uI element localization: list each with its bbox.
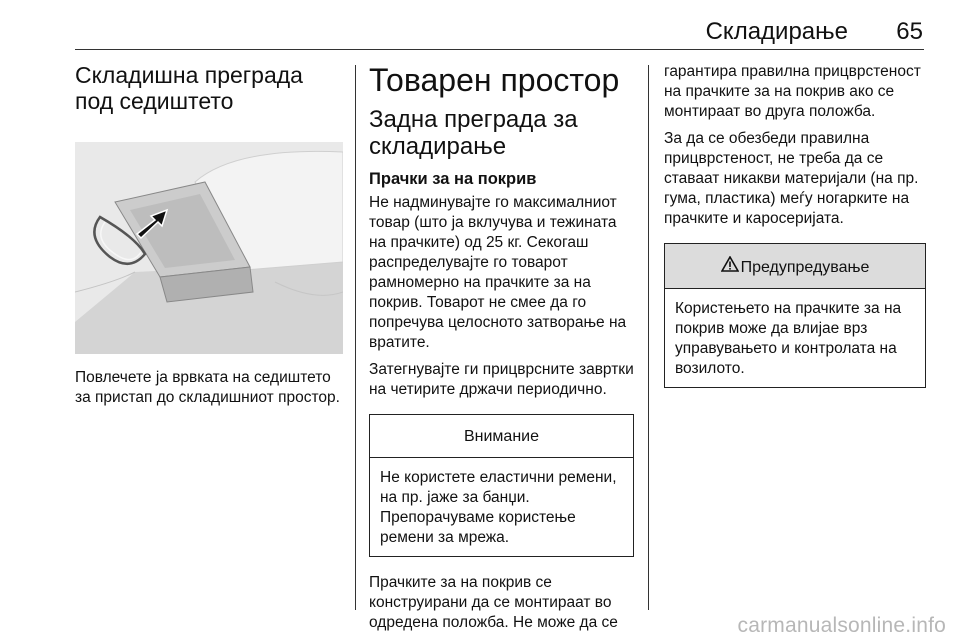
paragraph-secure-fit: За да се обезбеди правилна прицврстеност, не треба да се ставаат никакви материјали (на пр. гума, пластика) меѓу ногарките на прачките и каросеријата. bbox=[664, 130, 919, 227]
warning-box bbox=[664, 243, 926, 388]
watermark: carmanualsonline.info bbox=[737, 614, 946, 637]
paragraph-tighten-bolts: Затегнувајте ги прицврсните завртки на четирите држачи периодично. bbox=[369, 361, 634, 398]
column-left bbox=[75, 62, 343, 415]
seat-storage-illustration bbox=[75, 142, 343, 354]
header-divider bbox=[75, 49, 924, 50]
section-heading-rear-storage: Задна преграда за складирање bbox=[369, 106, 578, 160]
paragraph-load-limit: Не надминувајте го максималниот товар (што ја вклучува и тежината на прачките) од 25 кг. Секогаш распределувајте го товарот рамномерно на прачките за на покрив. Товарот не смее да го попречува целосното затворање на вратите. bbox=[369, 194, 627, 351]
paragraph-continuation: гарантира правилна прицврстеност на прачките за на покрив ако се монтираат во друга положба. bbox=[664, 63, 921, 120]
notice-text: Не користете еластични ремени, на пр. јаже за банџи. Препорачуваме користење ремени за мрежа. bbox=[380, 469, 617, 546]
main-heading-cargo: Товарен простор bbox=[369, 62, 620, 98]
warning-title: Предупредување bbox=[740, 259, 870, 276]
page-header-title: Складирање bbox=[705, 18, 848, 45]
column-divider bbox=[355, 65, 356, 610]
warning-triangle-icon bbox=[721, 256, 739, 278]
notice-title: Внимание bbox=[370, 415, 633, 458]
paragraph-mounting-position: Прачките за на покрив се конструирани да се монтираат во одредена положба. Не може да се bbox=[369, 574, 618, 631]
page-number: 65 bbox=[896, 18, 923, 45]
section-heading-seat-storage: Складишна преграда под седиштето bbox=[75, 62, 303, 114]
figure-caption: Повлечете ја врвката на седиштето за пристап до складишниот простор. bbox=[75, 369, 340, 406]
seat-illustration-svg bbox=[75, 142, 343, 354]
warning-text: Користењето на прачките за на покрив може да влијае врз управувањето и контролата на возилото. bbox=[675, 300, 902, 377]
column-middle bbox=[369, 62, 634, 640]
warning-header bbox=[665, 244, 925, 289]
notice-box bbox=[369, 414, 634, 557]
column-divider bbox=[648, 65, 649, 610]
subheading-roof-rack: Прачки за на покрив bbox=[369, 170, 537, 188]
column-right bbox=[664, 62, 926, 404]
